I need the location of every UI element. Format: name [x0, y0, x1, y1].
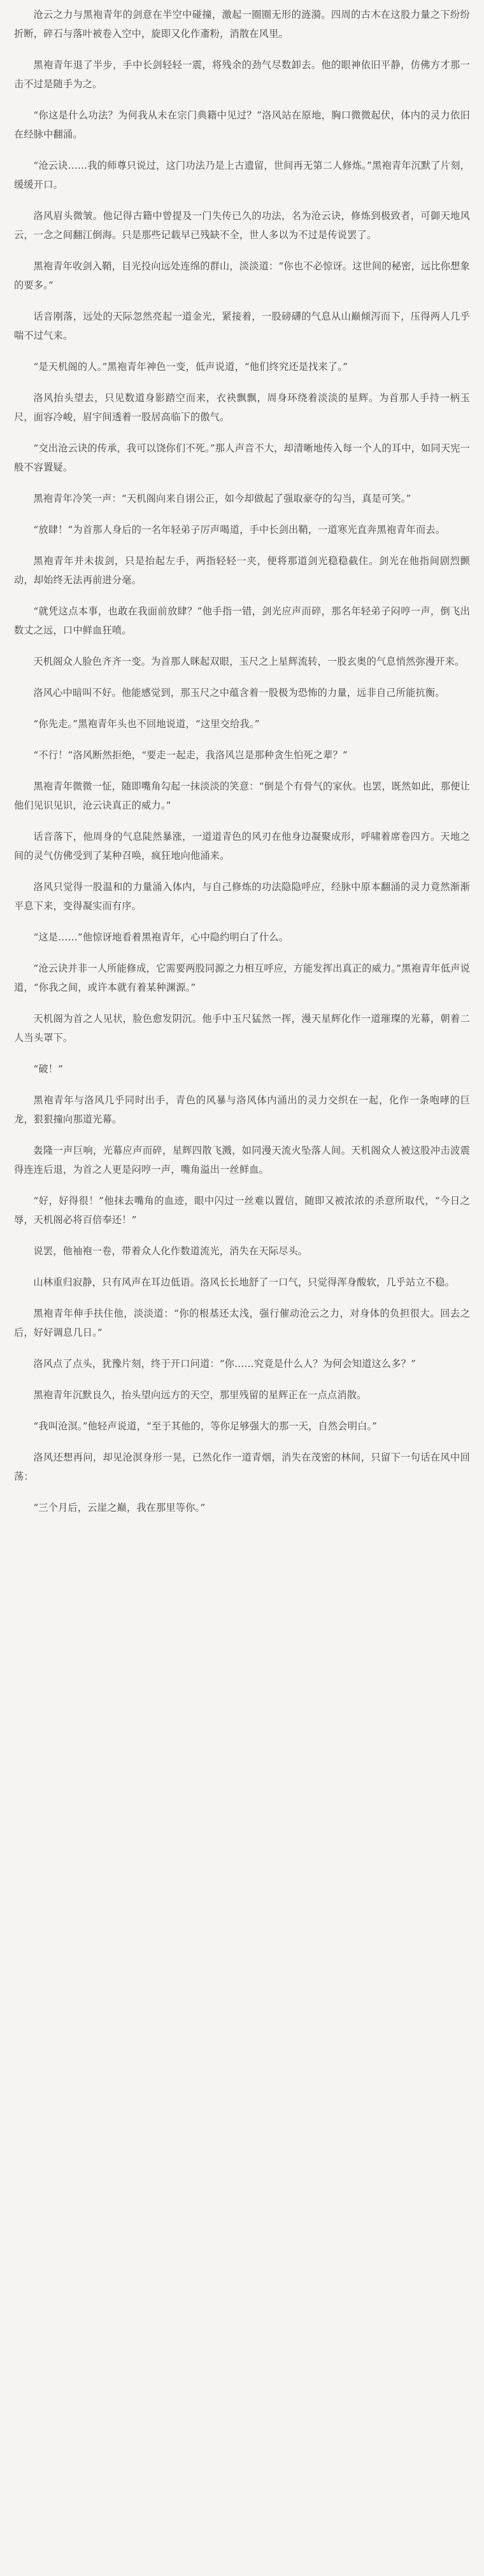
paragraph: 天机阁为首之人见状，脸色愈发阴沉。他手中玉尺猛然一挥，漫天星辉化作一道璀璨的光幕，朝着二人当头罩下。	[14, 1013, 470, 1044]
paragraph: 话音刚落，远处的天际忽然亮起一道金光，紧接着，一股磅礴的气息从山巅倾泻而下，压得两人几乎喘不过气来。	[14, 311, 470, 341]
paragraph: 沧云之力与黑袍青年的剑意在半空中碰撞，激起一圈圈无形的涟漪。四周的古木在这股力量之下纷纷折断，碎石与落叶被卷入空中，旋即又化作齑粉，消散在风里。	[14, 9, 470, 39]
paragraph: “这是……”他惊讶地看着黑袍青年，心中隐约明白了什么。	[33, 931, 289, 943]
paragraph: 洛风眉头微皱。他记得古籍中曾提及一门失传已久的功法，名为沧云诀，修炼到极致者，可御天地风云，一念之间翻江倒海。只是那些记载早已残缺不全，世人多以为不过是传说罢了。	[14, 210, 470, 241]
paragraph: “沧云诀并非一人所能修成，它需要两股同源之力相互呼应，方能发挥出真正的威力。”黑袍青年低声说道，“你我之间，或许本就有着某种渊源。”	[14, 963, 470, 993]
paragraph: “三个月后，云崖之巅，我在那里等你。”	[33, 1502, 206, 1513]
paragraph: 黑袍青年退了半步，手中长剑轻轻一震，将残余的劲气尽数卸去。他的眼神依旧平静，仿佛方才那一击不过是随手为之。	[14, 59, 470, 90]
paragraph: “你这是什么功法？为何我从未在宗门典籍中见过？”洛风站在原地，胸口微微起伏，体内的灵力依旧在经脉中翻涌。	[14, 110, 470, 140]
paragraph: “你先走。”黑袍青年头也不回地说道，“这里交给我。”	[33, 718, 260, 730]
paragraph: 洛风只觉得一股温和的力量涌入体内，与自己修炼的功法隐隐呼应，经脉中原本翻涌的灵力竟然渐渐平息下来，变得凝实而有序。	[14, 881, 470, 912]
paragraph: 山林重归寂静，只有风声在耳边低语。洛风长长地舒了一口气，只觉得浑身酸软，几乎站立不稳。	[33, 1277, 455, 1288]
paragraph: 洛风还想再问，却见沧溟身形一晃，已然化作一道青烟，消失在茂密的林间，只留下一句话在风中回荡：	[14, 1452, 470, 1482]
paragraph: 黑袍青年收剑入鞘，目光投向远处连绵的群山，淡淡道：“你也不必惊讶。这世间的秘密，远比你想象的要多。”	[14, 260, 470, 291]
paragraph: “沧云诀……我的师尊只说过，这门功法乃是上古遗留，世间再无第二人修炼。”黑袍青年沉默了片刻，缓缓开口。	[14, 160, 470, 190]
paragraph: 说罢，他袖袍一卷，带着众人化作数道流光，消失在天际尽头。	[33, 1245, 308, 1257]
paragraph: “我叫沧溟。”他轻声说道，“至于其他的，等你足够强大的那一天，自然会明白。”	[33, 1420, 378, 1432]
paragraph: “好，好得很！”他抹去嘴角的血迹，眼中闪过一丝难以置信，随即又被浓浓的杀意所取代，“今日之辱，天机阁必将百倍奉还！”	[14, 1195, 470, 1226]
paragraph: 黑袍青年沉默良久，抬头望向远方的天空，那里残留的星辉正在一点点消散。	[33, 1389, 367, 1401]
paragraph: 洛风心中暗叫不好。他能感觉到，那玉尺之中蕴含着一股极为恐怖的力量，远非自己所能抗衡。	[33, 687, 445, 698]
paragraph: 黑袍青年并未拔剑，只是抬起左手，两指轻轻一夹，便将那道剑光稳稳截住。剑光在他指间剧烈颤动，却始终无法再前进分毫。	[14, 555, 470, 586]
paragraph: “不行！”洛风断然拒绝，“要走一起走，我洛风岂是那种贪生怕死之辈？”	[33, 749, 348, 761]
paragraph: “放肆！”为首那人身后的一名年轻弟子厉声喝道，手中长剑出鞘，一道寒光直奔黑袍青年而去。	[33, 524, 446, 535]
paragraph: 洛风抬头望去，只见数道身影踏空而来，衣袂飘飘，周身环绕着淡淡的星辉。为首那人手持一柄玉尺，面容冷峻，眉宇间透着一股居高临下的傲气。	[14, 392, 470, 423]
paragraph: 话音落下，他周身的气息陡然暴涨，一道道青色的风刃在他身边凝聚成形，呼啸着席卷四方。天地之间的灵气仿佛受到了某种召唤，疯狂地向他涌来。	[14, 831, 470, 861]
paragraph: 黑袍青年伸手扶住他，淡淡道：“你的根基还太浅，强行催动沧云之力，对身体的负担很大。回去之后，好好调息几日。”	[14, 1308, 470, 1338]
paragraph: “交出沧云诀的传承，我可以饶你们不死。”那人声音不大，却清晰地传入每一个人的耳中，如同天宪一般不容置疑。	[14, 442, 470, 473]
paragraph: 轰隆一声巨响，光幕应声而碎，星辉四散飞溅，如同漫天流火坠落人间。天机阁众人被这股冲击波震得连连后退，为首之人更是闷哼一声，嘴角溢出一丝鲜血。	[14, 1145, 470, 1175]
paragraph: 洛风点了点头，犹豫片刻，终于开口问道：“你……究竟是什么人？为何会知道这么多？”	[33, 1358, 416, 1369]
paragraph: “破！”	[33, 1063, 64, 1075]
paragraph: 黑袍青年冷笑一声：“天机阁向来自诩公正，如今却做起了强取豪夺的勾当，真是可笑。”	[33, 493, 411, 504]
paragraph: 天机阁众人脸色齐齐一变。为首那人眯起双眼，玉尺之上星辉流转，一股玄奥的气息悄然弥漫开来。	[33, 656, 465, 667]
paragraph: “就凭这点本事，也敢在我面前放肆？”他手指一错，剑光应声而碎，那名年轻弟子闷哼一声，倒飞出数丈之远，口中鲜血狂喷。	[14, 605, 470, 636]
paragraph: 黑袍青年与洛风几乎同时出手，青色的风暴与洛风体内涌出的灵力交织在一起，化作一条咆哮的巨龙，狠狠撞向那道光幕。	[14, 1094, 470, 1125]
paragraph: 黑袍青年微微一怔，随即嘴角勾起一抹淡淡的笑意：“倒是个有骨气的家伙。也罢，既然如此，那便让他们见识见识，沧云诀真正的威力。”	[14, 781, 470, 811]
paragraph: “是天机阁的人。”黑袍青年神色一变，低声说道，“他们终究还是找来了。”	[33, 361, 348, 372]
